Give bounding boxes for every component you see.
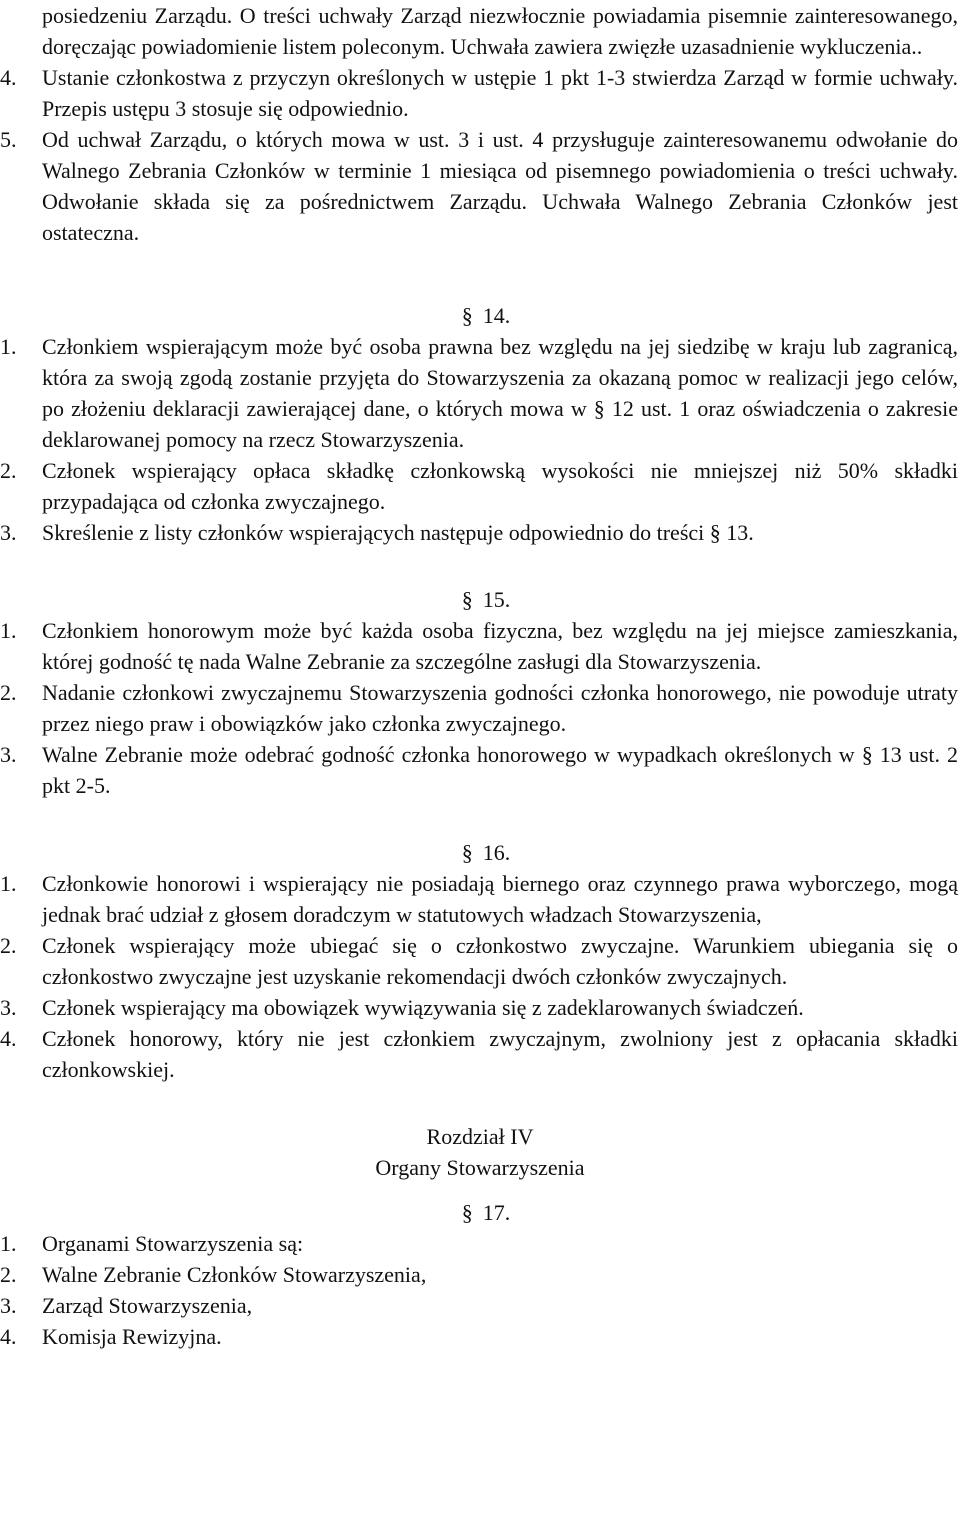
item-text: Nadanie członkowi zwyczajnemu Stowarzyszenia godności członka honorowego, nie powoduje utraty przez niego praw i obowiązków jako członka zwyczajnego. xyxy=(42,680,958,736)
item-text: Członek wspierający ma obowiązek wywiązywania się z zadeklarowanych świadczeń. xyxy=(42,995,804,1020)
item-number: 1. xyxy=(0,334,17,359)
item-text: Członek wspierający opłaca składkę członkowską wysokości nie mniejszej niż 50% składki przypadająca od członka zwyczajnego. xyxy=(42,458,958,514)
item-text: Członek honorowy, który nie jest członkiem zwyczajnym, zwolniony jest z opłacania składki członkowskiej. xyxy=(42,1026,958,1082)
chapter-title: Rozdział IV xyxy=(426,1124,534,1149)
item-text: Ustanie członkostwa z przyczyn określonych w ustępie 1 pkt 1-3 stwierdza Zarząd w formie uchwały. Przepis ustępu 3 stosuje się odpowiednio. xyxy=(42,65,958,121)
list-item xyxy=(0,615,960,677)
item-text: Zarząd Stowarzyszenia, xyxy=(42,1293,253,1318)
list-item xyxy=(0,739,960,801)
list-item xyxy=(0,124,960,248)
section-heading-15 xyxy=(0,584,960,615)
item-number: 1. xyxy=(0,618,17,643)
chapter-subtitle: Organy Stowarzyszenia xyxy=(375,1155,585,1180)
section-symbol: § xyxy=(461,1200,473,1225)
item-number: 3. xyxy=(0,520,17,545)
list-item xyxy=(0,1023,960,1085)
list-item xyxy=(0,1259,960,1290)
section-symbol: § xyxy=(461,303,473,328)
list-item xyxy=(0,992,960,1023)
item-number: 3. xyxy=(0,742,17,767)
item-text: Komisja Rewizyjna. xyxy=(42,1324,222,1349)
list-item xyxy=(0,930,960,992)
list-item xyxy=(0,331,960,455)
section-number: 14. xyxy=(482,303,511,328)
item-number: 3. xyxy=(0,1293,17,1318)
section-heading-17 xyxy=(0,1197,960,1228)
list-item xyxy=(0,1290,960,1321)
item-text: Członkiem honorowym może być każda osoba fizyczna, bez względu na jej miejsce zamieszkania, której godność tę nada Walne Zebranie za szczególne zasługi dla Stowarzyszenia. xyxy=(42,618,958,674)
list-item xyxy=(0,62,960,124)
section-symbol: § xyxy=(461,840,473,865)
list-item xyxy=(0,1228,960,1259)
item-text: Skreślenie z listy członków wspierających następuje odpowiednio do treści § 13. xyxy=(42,520,754,545)
list-item xyxy=(0,455,960,517)
item-number: 4. xyxy=(0,65,17,90)
section-number: 17. xyxy=(482,1200,511,1225)
list-item xyxy=(0,868,960,930)
list-item xyxy=(0,677,960,739)
item-number: 2. xyxy=(0,933,17,958)
item-number: 2. xyxy=(0,458,17,483)
item-number: 3. xyxy=(0,995,17,1020)
item-number: 2. xyxy=(0,1262,17,1287)
item-number: 1. xyxy=(0,1231,17,1256)
item-text: Członek wspierający może ubiegać się o członkostwo zwyczajne. Warunkiem ubiegania się o członkostwo zwyczajne jest uzyskanie rekomendacji dwóch członków zwyczajnych. xyxy=(42,933,958,989)
section-heading-14 xyxy=(0,300,960,331)
continuation-paragraph: posiedzeniu Zarządu. O treści uchwały Zarząd niezwłocznie powiadamia pisemnie zainteresowanego, doręczając powiadomienie listem poleconym. Uchwała zawiera zwięzłe uzasadnienie wykluczenia.. xyxy=(42,3,958,59)
item-text: Członkowie honorowi i wspierający nie posiadają biernego oraz czynnego prawa wyborczego, mogą jednak brać udział z głosem doradczym w statutowych władzach Stowarzyszenia, xyxy=(42,871,958,927)
item-text: Walne Zebranie Członków Stowarzyszenia, xyxy=(42,1262,427,1287)
section-heading-16 xyxy=(0,837,960,868)
item-text: Członkiem wspierającym może być osoba prawna bez względu na jej siedzibę w kraju lub zagranicą, która za swoją zgodą zostanie przyjęta do Stowarzyszenia za okazaną pomoc w realizacji jego celów, po złożeniu deklaracji zawierającej dane, o których mowa w § 12 ust. 1 oraz oświadczenia o zakresie deklarowanej pomocy na rzecz Stowarzyszenia. xyxy=(42,334,958,452)
section-number: 16. xyxy=(482,840,511,865)
item-text: Organami Stowarzyszenia są: xyxy=(42,1231,304,1256)
item-number: 1. xyxy=(0,871,17,896)
list-item xyxy=(0,517,960,548)
item-number: 5. xyxy=(0,127,17,152)
item-text: Walne Zebranie może odebrać godność członka honorowego w wypadkach określonych w § 13 ust. 2 pkt 2-5. xyxy=(42,742,958,798)
item-text: Od uchwał Zarządu, o których mowa w ust. 3 i ust. 4 przysługuje zainteresowanemu odwołanie do Walnego Zebrania Członków w terminie 1 miesiąca od pisemnego powiadomienia o treści uchwały. Odwołanie składa się za pośrednictwem Zarządu. Uchwała Walnego Zebrania Członków jest ostateczna. xyxy=(42,127,958,245)
section-number: 15. xyxy=(482,587,511,612)
item-number: 4. xyxy=(0,1324,17,1349)
item-number: 2. xyxy=(0,680,17,705)
section-symbol: § xyxy=(461,587,473,612)
list-item xyxy=(0,1321,960,1352)
item-number: 4. xyxy=(0,1026,17,1051)
